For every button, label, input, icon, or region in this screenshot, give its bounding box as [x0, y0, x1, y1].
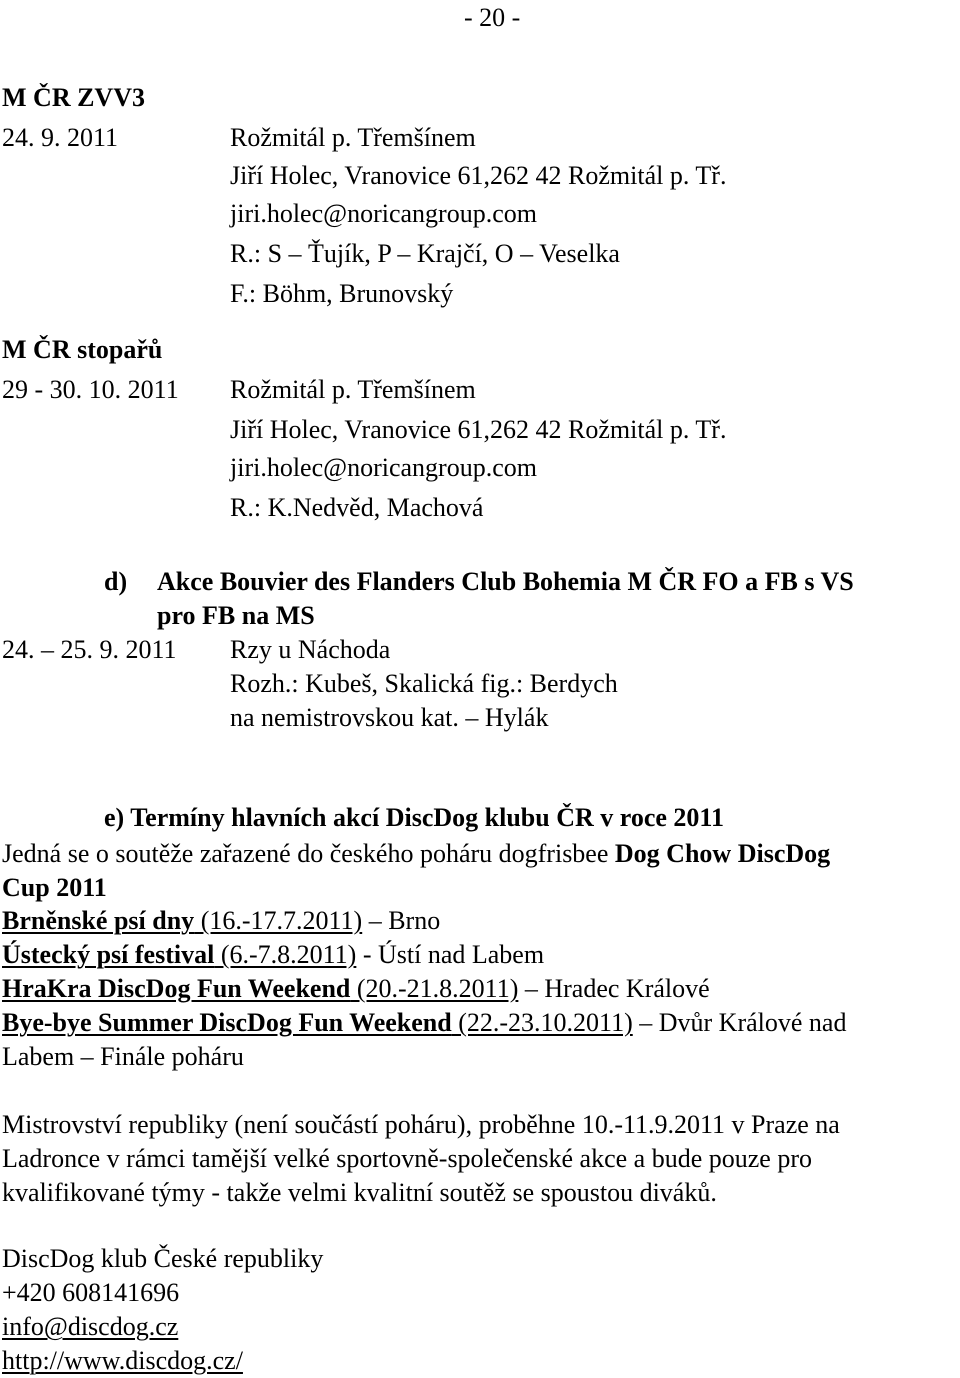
event-row: [2, 939, 544, 971]
contact-email-link[interactable]: info@discdog.cz: [2, 1312, 179, 1341]
event-name[interactable]: Ústecký psí festival: [2, 940, 215, 969]
zvv3-judges: R.: S – Ťujík, P – Krajčí, O – Veselka: [230, 239, 620, 268]
section-d-judges: Rozh.: Kubeš, Skalická fig.: Berdych: [230, 669, 618, 698]
event-place: – Dvůr Králové nad: [632, 1008, 847, 1037]
event-dates[interactable]: (16.-17.7.2011): [194, 906, 363, 935]
event-row: [2, 973, 710, 1005]
stopari-organizer: Jiří Holec, Vranovice 61,262 42 Rožmitál p. Tř.: [230, 415, 727, 444]
stopari-date: 29 - 30. 10. 2011: [2, 375, 179, 404]
event-place: - Ústí nad Labem: [356, 940, 545, 969]
championship-para-line: Mistrovství republiky (není součástí poháru), proběhne 10.-11.9.2011 v Praze na: [2, 1110, 840, 1139]
section-e-intro-cup: Cup 2011: [2, 873, 107, 902]
event-row-continuation: Labem – Finále poháru: [2, 1042, 244, 1071]
championship-para-line: kvalifikované týmy - takže velmi kvalitní soutěž se spoustou diváků.: [2, 1178, 717, 1207]
contact-name: DiscDog klub České republiky: [2, 1244, 324, 1273]
section-d-heading-line2: pro FB na MS: [157, 601, 315, 630]
zvv3-email[interactable]: jiri.holec@noricangroup.com: [230, 199, 537, 228]
contact-phone: +420 608141696: [2, 1278, 180, 1307]
event-name[interactable]: HraKra DiscDog Fun Weekend: [2, 974, 351, 1003]
event-place: – Hradec Králové: [518, 974, 710, 1003]
section-e-intro-bold: Dog Chow DiscDog: [614, 839, 831, 868]
stopari-heading: M ČR stopařů: [2, 335, 163, 364]
event-name[interactable]: Brněnské psí dny: [2, 906, 195, 935]
event-row: [2, 1007, 846, 1039]
section-d-heading-line1: Akce Bouvier des Flanders Club Bohemia M ČR FO a FB s VS: [157, 567, 854, 596]
section-d-date: 24. – 25. 9. 2011: [2, 635, 177, 664]
event-name[interactable]: Bye-bye Summer DiscDog Fun Weekend: [2, 1008, 452, 1037]
zvv3-date: 24. 9. 2011: [2, 123, 119, 152]
event-dates[interactable]: (22.-23.10.2011): [451, 1008, 633, 1037]
zvv3-place: Rožmitál p. Třemšínem: [230, 123, 476, 152]
event-dates[interactable]: (6.-7.8.2011): [214, 940, 357, 969]
zvv3-organizer: Jiří Holec, Vranovice 61,262 42 Rožmitál p. Tř.: [230, 161, 727, 190]
page-number: - 20 -: [464, 3, 521, 32]
zvv3-figurants: F.: Böhm, Brunovský: [230, 279, 454, 308]
section-d-marker: d): [104, 567, 128, 596]
zvv3-heading: M ČR ZVV3: [2, 83, 145, 112]
stopari-email[interactable]: jiri.holec@noricangroup.com: [230, 453, 537, 482]
event-row: [2, 905, 440, 937]
section-e-intro: [2, 838, 830, 870]
section-d-qualification: na nemistrovskou kat. – Hylák: [230, 703, 549, 732]
contact-web-link[interactable]: http://www.discdog.cz/: [2, 1346, 243, 1375]
section-d-place: Rzy u Náchoda: [230, 635, 391, 664]
championship-para-line: Ladronce v rámci tamější velké sportovně-společenské akce a bude pouze pro: [2, 1144, 812, 1173]
stopari-place: Rožmitál p. Třemšínem: [230, 375, 476, 404]
event-place: – Brno: [362, 906, 441, 935]
stopari-judges: R.: K.Nedvěd, Machová: [230, 493, 484, 522]
event-dates[interactable]: (20.-21.8.2011): [350, 974, 519, 1003]
section-e-intro-plain: Jedná se o soutěže zařazené do českého poháru dogfrisbee: [2, 839, 615, 868]
section-e-heading: e) Termíny hlavních akcí DiscDog klubu ČR v roce 2011: [104, 803, 724, 832]
